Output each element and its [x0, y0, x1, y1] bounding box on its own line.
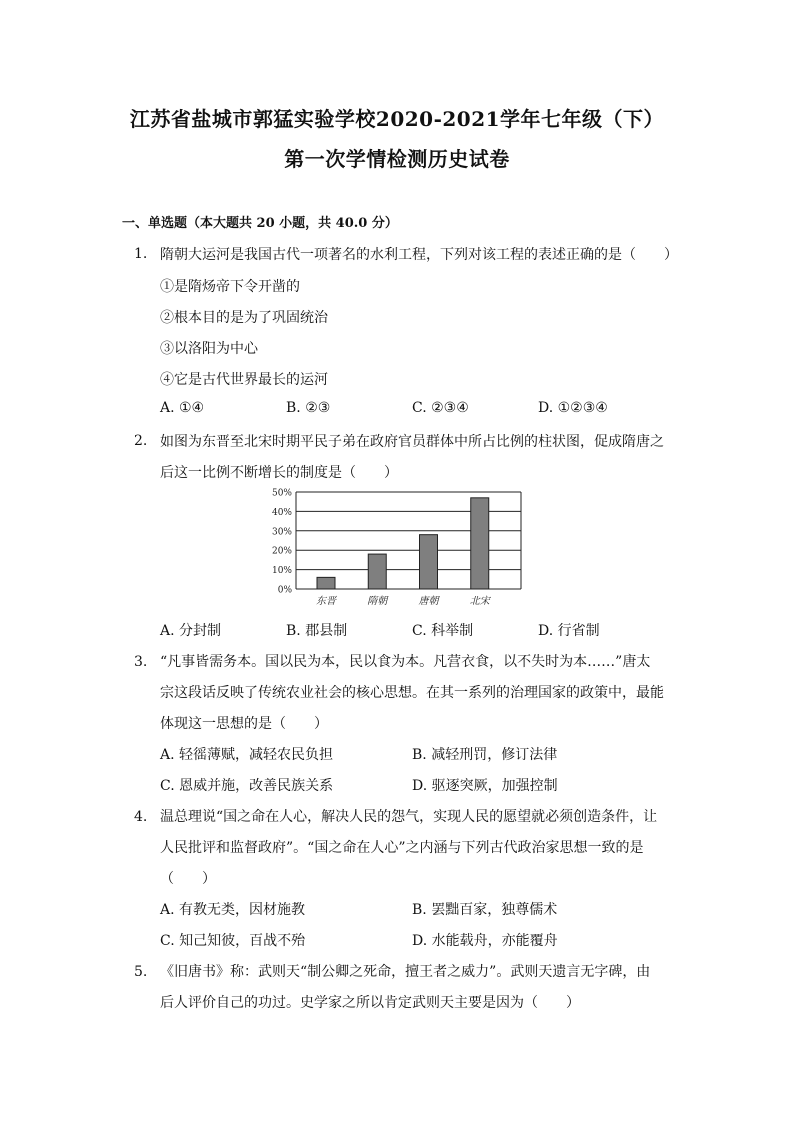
question-1-option-c: C. ②③④ — [412, 400, 469, 416]
question-1-item-1: ①是隋炀帝下令开凿的 — [160, 279, 300, 295]
question-1-number: 1. — [134, 246, 148, 262]
question-3-option-b: B. 减轻刑罚，修订法律 — [412, 747, 558, 763]
question-4-option-d: D. 水能载舟，亦能覆舟 — [412, 933, 558, 949]
question-1-item-4: ④它是古代世界最长的运河 — [160, 372, 328, 388]
section-header: 一、单选题（本大题共 20 小题，共 40.0 分） — [122, 216, 398, 231]
question-1-stem: 隋朝大运河是我国古代一项著名的水利工程，下列对该工程的表述正确的是（ ） — [160, 247, 678, 263]
question-5-number: 5. — [134, 964, 148, 980]
question-1-option-d: D. ①②③④ — [538, 400, 608, 416]
question-4-stem-line1: 温总理说“国之命在人心，解决人民的怨气，实现人民的愿望就必须创造条件，让 — [160, 809, 658, 825]
question-2-option-c: C. 科举制 — [412, 623, 474, 639]
bar — [420, 535, 438, 589]
question-3-option-a: A. 轻徭薄赋，减轻农民负担 — [160, 747, 334, 763]
question-1-option-a: A. ①④ — [160, 400, 205, 416]
question-4-option-b: B. 罢黜百家，独尊儒术 — [412, 902, 558, 918]
question-4-stem-line3: （ ） — [160, 871, 216, 887]
y-tick-label: 50% — [271, 488, 292, 499]
bar — [368, 554, 386, 589]
question-2-option-b: B. 郡县制 — [286, 623, 348, 639]
question-3-stem-line1: “凡事皆需务本。国以民为本，民以食为本。凡营衣食，以不失时为本……”唐太 — [160, 654, 651, 670]
question-1-item-2: ②根本目的是为了巩固统治 — [160, 310, 328, 326]
question-1-option-b: B. ②③ — [286, 400, 331, 416]
y-tick-label: 0% — [277, 585, 292, 596]
question-2-stem-line1: 如图为东晋至北宋时期平民子弟在政府官员群体中所占比例的柱状图，促成隋唐之 — [160, 434, 664, 450]
y-tick-label: 40% — [271, 507, 292, 518]
question-5-stem-line1: 《旧唐书》称：武则天“制公卿之死命，擅王者之威力”。武则天遗言无字碑，由 — [160, 964, 651, 980]
question-3-option-d: D. 驱逐突厥，加强控制 — [412, 778, 558, 794]
bar-chart — [262, 484, 527, 614]
exam-title-line2: 第一次学情检测历史试卷 — [284, 147, 510, 171]
x-tick-label: 北宋 — [469, 596, 490, 607]
question-4-option-c: C. 知己知彼，百战不殆 — [160, 933, 306, 949]
question-4-number: 4. — [134, 809, 148, 825]
exam-title-line1: 江苏省盐城市郭猛实验学校2020-2021学年七年级（下） — [129, 107, 665, 131]
question-2-option-a: A. 分封制 — [160, 623, 222, 639]
question-3-stem-line2: 宗这段话反映了传统农业社会的核心思想。在其一系列的治理国家的政策中，最能 — [160, 685, 664, 701]
x-tick-label: 东晋 — [316, 596, 336, 607]
x-tick-label: 唐朝 — [418, 596, 439, 607]
question-2-stem-line2: 后这一比例不断增长的制度是（ ） — [160, 465, 398, 481]
question-3-stem-line3: 体现这一思想的是（ ） — [160, 716, 328, 732]
question-4-stem-line2: 人民批评和监督政府”。“国之命在人心”之内涵与下列古代政治家思想一致的是 — [160, 840, 644, 856]
question-2-number: 2. — [134, 433, 148, 449]
question-4-option-a: A. 有教无类，因材施教 — [160, 902, 306, 918]
question-1-item-3: ③以洛阳为中心 — [160, 341, 258, 357]
x-tick-label: 隋朝 — [367, 596, 388, 607]
question-3-number: 3. — [134, 654, 148, 670]
bar — [471, 498, 489, 589]
y-tick-label: 20% — [271, 546, 292, 557]
question-3-option-c: C. 恩威并施，改善民族关系 — [160, 778, 334, 794]
question-2-option-d: D. 行省制 — [538, 623, 600, 639]
question-5-stem-line2: 后人评价自己的功过。史学家之所以肯定武则天主要是因为（ ） — [160, 995, 580, 1011]
y-tick-label: 10% — [271, 566, 292, 577]
y-tick-label: 30% — [271, 527, 292, 538]
bar — [317, 577, 335, 589]
